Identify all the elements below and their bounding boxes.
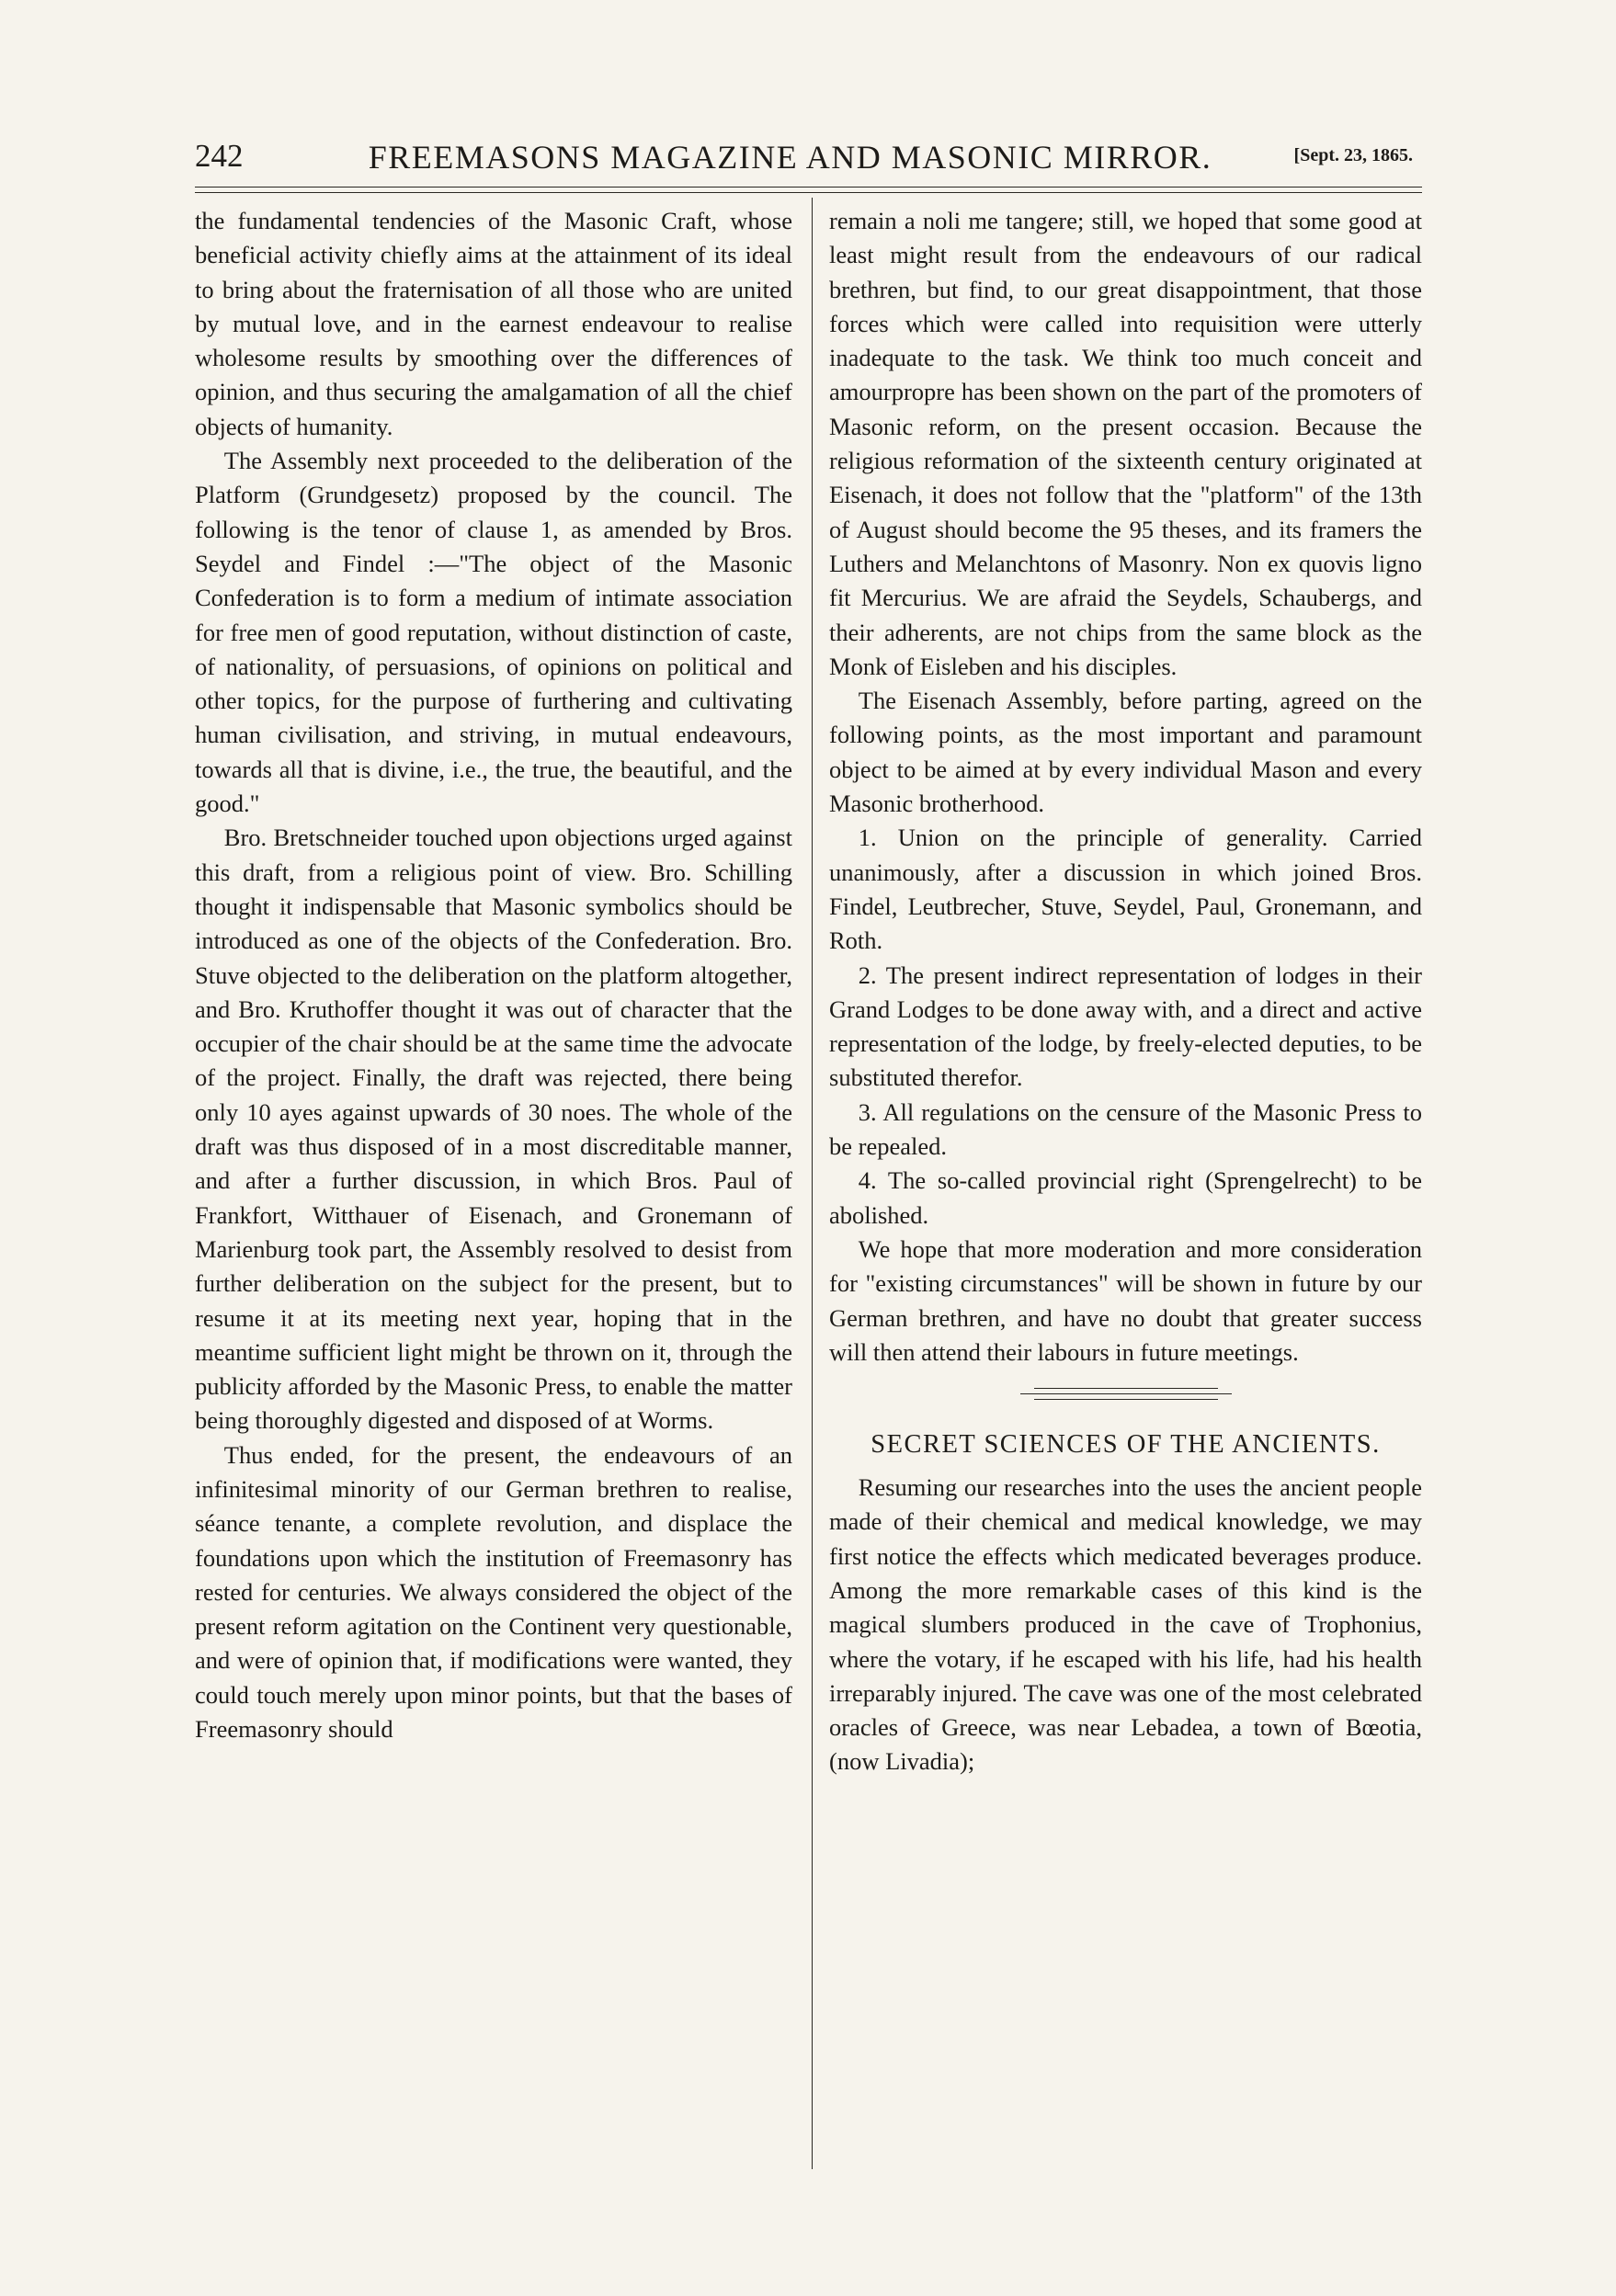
paragraph: We hope that more moderation and more consideration for "existing circumstances" will be shown in future by our German brethren, and have no doubt that greater success will then attend their labours in future meetings. [829, 1234, 1422, 1366]
paragraph: the fundamental tendencies of the Masonic Craft, whose beneficial activity chiefly aims at the attainment of its ideal to bring about the fraternisation of all those who are united by mutual love, and in the earnest endeavour to realise wholesome results by smoothing over the differences of opinion, and thus securing the amalgamation of all the chief objects of humanity. [195, 207, 792, 440]
left-column [195, 204, 792, 1746]
right-column [829, 204, 1422, 1779]
list-item: 3. All regulations on the censure of the Masonic Press to be repealed. [829, 1097, 1422, 1161]
issue-date: [Sept. 23, 1865. [1293, 145, 1413, 165]
list-item: 1. Union on the principle of generality. Carried unanimously, after a discussion in which joined Bros. Findel, Leutbrecher, Stuve, Seydel, Paul, Gronemann, and Roth. [829, 824, 1422, 955]
column-divider [812, 198, 813, 2169]
magazine-title: FREEMASONS MAGAZINE AND MASONIC MIRROR. [368, 139, 1212, 176]
section-separator [829, 1379, 1422, 1421]
paragraph: The Eisenach Assembly, before parting, agreed on the following points, as the most important and paramount object to be aimed at by every individual Mason and every Masonic brotherhood. [829, 687, 1422, 818]
header-rule-top [195, 187, 1422, 188]
paragraph: Thus ended, for the present, the endeavours of an infinitesimal minority of our German brethren to realise, séance tenante, a complete revolution, and displace the foundations upon which the institution of Freemasonry has rested for centuries. We always considered the object of the present reform agitation on the Continent very questionable, and were of opinion that, if modifications were wanted, they could touch merely upon minor points, but that the bases of Freemasonry should [195, 1440, 792, 1744]
list-item: 2. The present indirect representation of lodges in their Grand Lodges to be done away with, and a direct and active representation of the lodge, by freely-elected deputies, to be substituted therefor. [829, 960, 1422, 1092]
paragraph: The Assembly next proceeded to the deliberation of the Platform (Grundgesetz) proposed by the council. The following is the tenor of clause 1, as amended by Bros. Seydel and Findel :—"The object of the Masonic Confederation is to form a medium of intimate association for free men of good reputation, without distinction of caste, of nationality, of persuasions, of opinions on political and other topics, for the purpose of furthering and cultivating human civilisation, and striving, in mutual endeavours, towards all that is divine, i.e., the true, the beautiful, and the good." [195, 447, 792, 818]
paragraph: remain a noli me tangere; still, we hoped that some good at least might result from the endeavours of our radical brethren, but find, to our great disappointment, that those forces which were called into requisition were utterly inadequate to the task. We think too much conceit and amourpropre has been shown on the part of the promoters of Masonic reform, on the present occasion. Because the religious reformation of the sixteenth century originated at Eisenach, it does not follow that the "platform" of the 13th of August should become the 95 theses, and its framers the Luthers and Melanchtons of Masonry. Non ex quovis ligno fit Mercurius. We are afraid the Seydels, Schaubergs, and their adherents, are not chips from the same block as the Monk of Eisleben and his disciples. [829, 207, 1422, 680]
paragraph: Bro. Bretschneider touched upon objections urged against this draft, from a religious point of view. Bro. Schilling thought it indispensable that Masonic symbolics should be introduced as one of the objects of the Confederation. Bro. Stuve objected to the deliberation on the platform altogether, and Bro. Kruthoffer thought it was out of character that the occupier of the chair should be at the same time the advocate of the project. Finally, the draft was rejected, there being only 10 ayes against upwards of 30 noes. The whole of the draft was thus disposed of in a most discreditable manner, and after a further discussion, in which Bros. Paul of Frankfort, Witthauer of Eisenach, and Gronemann of Marienburg took part, the Assembly resolved to desist from further deliberation on the subject for the present, but to resume it at its meeting next year, hoping that in the meantime sufficient light might be thrown on it, through the publicity afforded by the Masonic Press, to enable the matter being thoroughly digested and disposed of at Worms. [195, 824, 792, 1435]
list-item: 4. The so-called provincial right (Sprengelrecht) to be abolished. [829, 1166, 1422, 1229]
page-number: 242 [195, 138, 244, 174]
header-rule-bottom [195, 192, 1422, 193]
page-header [195, 138, 1422, 175]
paragraph: Resuming our researches into the uses the ancient people made of their chemical and medical knowledge, we may first notice the effects which medicated beverages produce. Among the more remarkable cases of this kind is the magical slumbers produced in the cave of Trophonius, where the votary, if he escaped with his life, had his health irreparably injured. The cave was one of the most celebrated oracles of Greece, was near Lebadea, a town of Bœotia, (now Livadia); [829, 1473, 1422, 1776]
section-title: SECRET SCIENCES OF THE ANCIENTS. [871, 1430, 1381, 1460]
